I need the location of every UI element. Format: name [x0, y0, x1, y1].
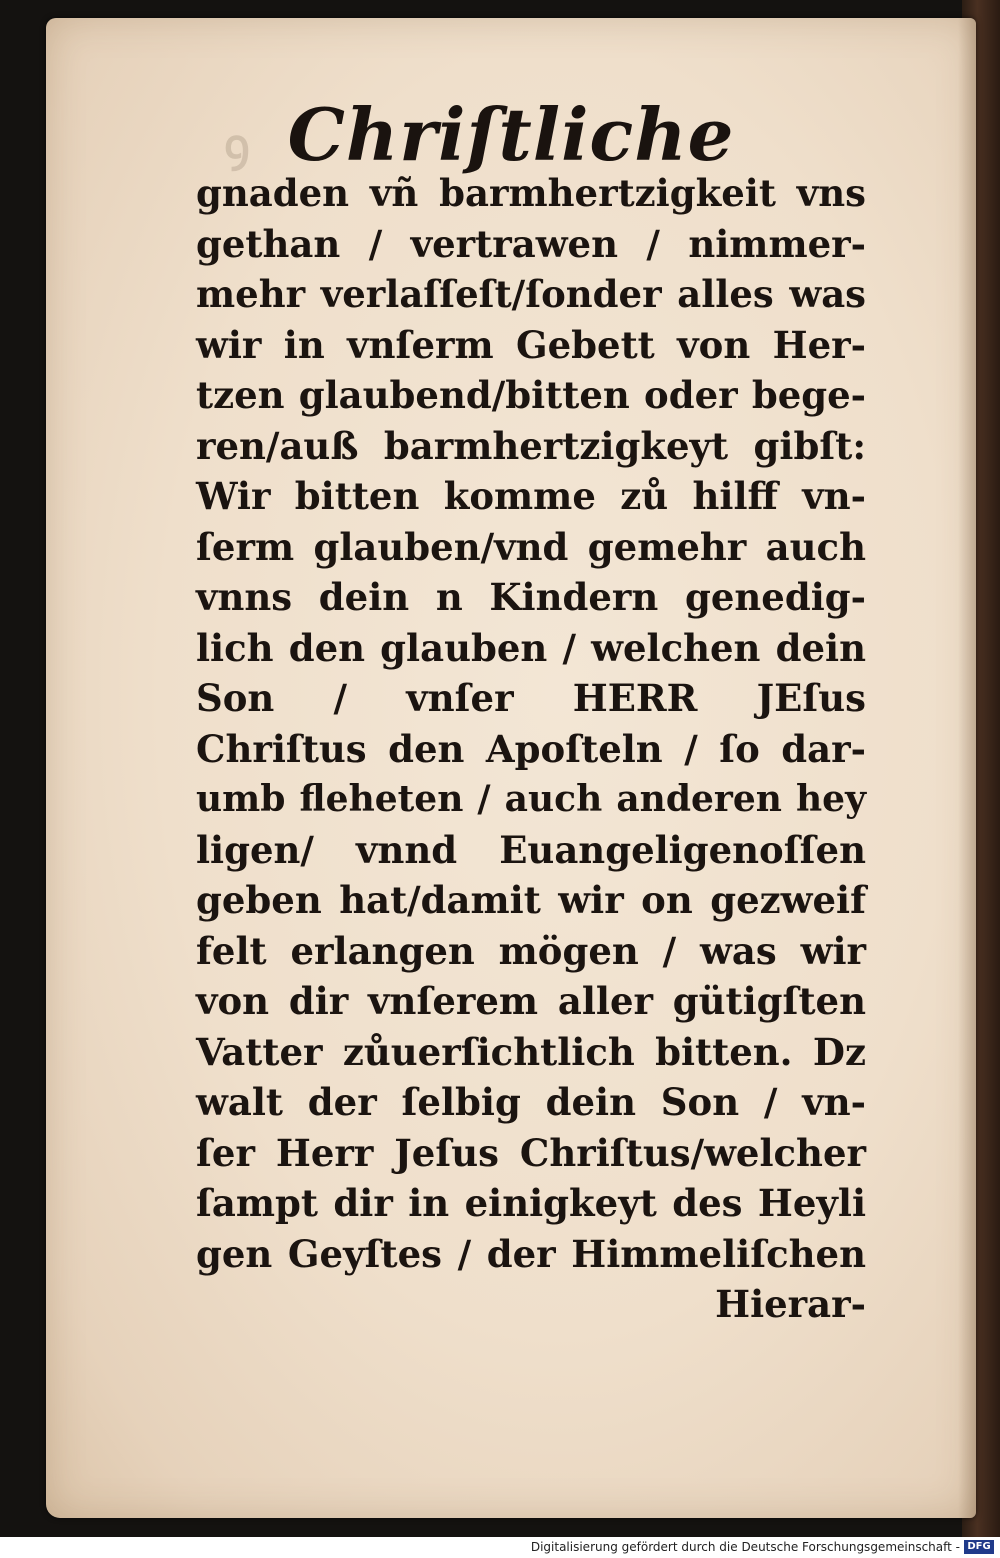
footer-bar [0, 1537, 1000, 1558]
text-line: ſerm glauben/vnd gemehr auch [196, 524, 866, 569]
text-line: ligen/ vnnd Euangeligenoſſen [196, 827, 866, 872]
text-line: walt der ſelbig dein Son / vn- [196, 1080, 866, 1124]
page-header: Chriſtliche [287, 92, 735, 177]
text-line: Wir bitten komme zů hilff vn- [196, 474, 866, 518]
page-body-text [196, 168, 866, 1330]
text-line: Vatter zůuerſichtlich bitten. Dz [196, 1029, 866, 1074]
page-edge-shadow [958, 18, 976, 1518]
show-through-mark: ꝯ [224, 120, 250, 171]
text-line: Son / vnſer HERR JEſus [196, 676, 866, 720]
text-line: vnns dein n Kindern genedig- [196, 575, 866, 619]
text-line: geben hat/damit wir on gezweif [196, 878, 866, 922]
text-line: Chriſtus den Apoſteln / ſo dar- [196, 726, 866, 771]
text-line: ren/auß barmhertzigkeyt gibſt: [196, 423, 866, 468]
text-line: ſampt dir in einigkeyt des Heyli [196, 1181, 866, 1225]
dfg-logo: DFG [964, 1540, 994, 1554]
text-line: gethan / vertrawen / nimmer- [196, 221, 866, 266]
text-line: ſer Herr Jeſus Chriſtus/welcher [196, 1130, 866, 1175]
text-line: mehr verlaſſeſt/ſonder alles was [196, 272, 866, 316]
text-line: tzen glaubend/bitten oder bege- [196, 373, 866, 417]
funding-credit: Digitalisierung gefördert durch die Deutsche Forschungsgemeinschaft - [530, 1540, 960, 1554]
text-line: lich den glauben / welchen dein [196, 625, 866, 670]
text-line: von dir vnſerem aller gütigſten [196, 979, 866, 1023]
catchword: Hierar- [715, 1282, 866, 1326]
text-line: felt erlangen mögen / was wir [196, 928, 866, 973]
text-line: umb fleheten / auch anderen hey [196, 778, 866, 820]
text-line: wir in vnſerm Gebett von Her- [196, 322, 866, 367]
text-line: gnaden vñ barmhertzigkeit vns [196, 171, 866, 215]
text-line: gen Geyſtes / der Himmeliſchen [196, 1231, 866, 1276]
